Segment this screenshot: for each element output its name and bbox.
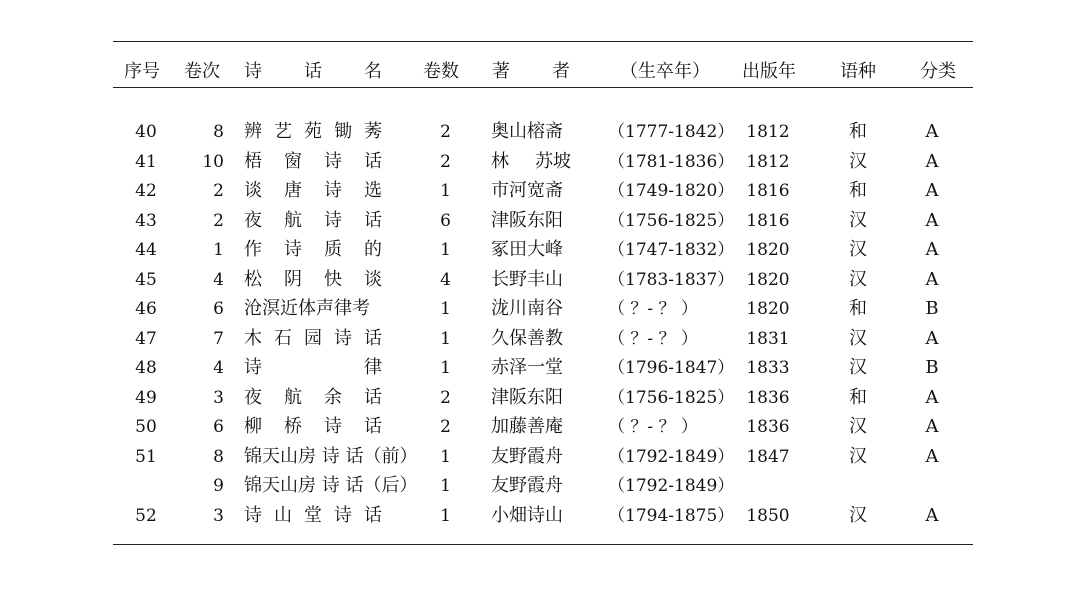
row-title — [244, 387, 382, 409]
row-no: 41 — [135, 152, 157, 172]
header-lang: 语种 — [840, 61, 876, 82]
row-no: 43 — [135, 211, 157, 231]
row-lang: 和 — [849, 121, 867, 142]
row-author-part: 泷川南谷 — [491, 298, 563, 319]
row-lang: 汉 — [849, 328, 867, 349]
row-pub: 1836 — [746, 388, 790, 408]
row-no: 48 — [135, 358, 157, 378]
row-count: 2 — [440, 388, 451, 408]
row-title-part: 航 — [284, 210, 302, 231]
row-years: （1747-1832） — [608, 240, 735, 260]
row-title-part: 诗 — [244, 505, 262, 526]
row-title-part: 堂 — [304, 505, 322, 526]
row-pub: 1847 — [746, 447, 790, 467]
row-vol: 8 — [213, 122, 224, 142]
header-title-char: 话 — [304, 61, 322, 82]
row-years: （1783-1837） — [608, 270, 735, 290]
row-no: 44 — [135, 240, 157, 260]
header-author-char: 著 — [492, 61, 510, 82]
header-title-char: 名 — [364, 61, 382, 82]
row-count: 1 — [440, 181, 451, 201]
header-author — [492, 61, 570, 83]
row-class: A — [925, 180, 939, 201]
row-vol: 7 — [213, 329, 224, 349]
row-title-part: 锦天山房 诗 话（前） — [244, 446, 418, 467]
row-class: B — [925, 357, 939, 378]
row-years: （1749-1820） — [608, 181, 735, 201]
row-title-part: 莠 — [364, 121, 382, 142]
row-years: （1756-1825） — [608, 388, 735, 408]
row-class: A — [925, 446, 939, 467]
row-class: A — [925, 151, 939, 172]
row-title-part: 诗 — [324, 210, 342, 231]
row-author — [491, 387, 571, 409]
row-vol: 4 — [213, 358, 224, 378]
row-no: 46 — [135, 299, 157, 319]
row-count: 1 — [440, 299, 451, 319]
row-title-part: 园 — [304, 328, 322, 349]
row-lang: 和 — [849, 298, 867, 319]
row-class: A — [925, 269, 939, 290]
row-title-part: 诗 — [324, 151, 342, 172]
row-title — [244, 151, 382, 173]
row-count: 1 — [440, 506, 451, 526]
row-author-part: 加藤善庵 — [491, 416, 563, 437]
row-author — [491, 328, 571, 350]
row-author — [491, 416, 571, 438]
row-count: 1 — [440, 358, 451, 378]
row-author — [491, 446, 571, 468]
row-pub: 1820 — [746, 270, 790, 290]
row-vol: 4 — [213, 270, 224, 290]
row-title-part: 谈 — [364, 269, 382, 290]
row-no: 42 — [135, 181, 157, 201]
row-years: （1777-1842） — [608, 122, 735, 142]
row-lang: 汉 — [849, 239, 867, 260]
row-author-part: 津阪东阳 — [491, 387, 563, 408]
row-no: 47 — [135, 329, 157, 349]
header-title — [244, 61, 382, 83]
row-years: （1796-1847） — [608, 358, 735, 378]
row-title — [244, 210, 382, 232]
row-title-part: 唐 — [284, 180, 302, 201]
row-vol: 6 — [213, 299, 224, 319]
row-class: A — [925, 239, 939, 260]
row-no: 45 — [135, 270, 157, 290]
row-lang: 和 — [849, 387, 867, 408]
row-lang: 汉 — [849, 446, 867, 467]
row-years: （ ？- ？ ） — [608, 329, 698, 349]
row-title-part: 山 — [274, 505, 292, 526]
row-title-part: 夜 — [244, 210, 262, 231]
row-pub: 1812 — [746, 122, 790, 142]
row-count: 1 — [440, 447, 451, 467]
header-years: （生卒年） — [620, 61, 710, 82]
row-count: 1 — [440, 329, 451, 349]
header-rule — [113, 87, 973, 88]
row-author — [491, 357, 571, 379]
row-title-part: 话 — [364, 505, 382, 526]
row-years: （1781-1836） — [608, 152, 735, 172]
row-count: 1 — [440, 240, 451, 260]
row-pub: 1836 — [746, 417, 790, 437]
row-title-part: 辨 — [244, 121, 262, 142]
row-class: A — [925, 210, 939, 231]
row-title — [244, 121, 382, 143]
top-rule — [113, 41, 973, 42]
row-years: （ ？- ？ ） — [608, 299, 698, 319]
row-title-part: 松 — [244, 269, 262, 290]
row-pub: 1812 — [746, 152, 790, 172]
row-pub: 1820 — [746, 299, 790, 319]
row-vol: 6 — [213, 417, 224, 437]
row-title — [244, 298, 439, 320]
row-author — [491, 505, 571, 527]
row-title-part: 诗 — [324, 416, 342, 437]
row-pub: 1820 — [746, 240, 790, 260]
row-count: 2 — [440, 417, 451, 437]
row-class: A — [925, 505, 939, 526]
row-title-part: 话 — [364, 387, 382, 408]
row-title-part: 锄 — [334, 121, 352, 142]
row-title-part: 选 — [364, 180, 382, 201]
row-class: B — [925, 298, 939, 319]
row-title-part: 律 — [364, 357, 382, 378]
row-title — [244, 357, 382, 379]
row-title-part: 快 — [324, 269, 342, 290]
row-lang: 汉 — [849, 269, 867, 290]
row-author-part: 赤泽一堂 — [491, 357, 563, 378]
row-vol: 10 — [202, 152, 224, 172]
row-title — [244, 475, 439, 497]
row-vol: 2 — [213, 181, 224, 201]
row-class: A — [925, 416, 939, 437]
row-title — [244, 239, 382, 261]
row-title-part: 话 — [364, 416, 382, 437]
row-author-part: 小畑诗山 — [491, 505, 563, 526]
row-title-part: 航 — [284, 387, 302, 408]
row-author-part: 友野霞舟 — [491, 475, 563, 496]
row-author — [491, 180, 571, 202]
row-years: （ ？- ？ ） — [608, 417, 698, 437]
row-author — [491, 151, 571, 173]
row-vol: 8 — [213, 447, 224, 467]
row-lang: 和 — [849, 180, 867, 201]
row-no: 52 — [135, 506, 157, 526]
row-title-part: 柳 — [244, 416, 262, 437]
row-title — [244, 180, 382, 202]
row-title-part: 苑 — [304, 121, 322, 142]
row-title-part: 锦天山房 诗 话（后） — [244, 475, 418, 496]
header-class: 分类 — [920, 61, 956, 82]
row-vol: 9 — [213, 476, 224, 496]
row-title-part: 谈 — [244, 180, 262, 201]
row-pub: 1850 — [746, 506, 790, 526]
row-count: 4 — [440, 270, 451, 290]
row-author — [491, 298, 571, 320]
row-author — [491, 121, 571, 143]
row-no: 50 — [135, 417, 157, 437]
row-title-part: 话 — [364, 151, 382, 172]
row-author — [491, 210, 571, 232]
row-lang: 汉 — [849, 357, 867, 378]
row-title — [244, 416, 382, 438]
row-no: 49 — [135, 388, 157, 408]
row-count: 2 — [440, 152, 451, 172]
row-author-part: 苏坡 — [535, 151, 571, 172]
row-lang: 汉 — [849, 416, 867, 437]
row-lang: 汉 — [849, 210, 867, 231]
header-no: 序号 — [124, 61, 160, 82]
row-years: （1756-1825） — [608, 211, 735, 231]
bottom-rule — [113, 544, 973, 545]
row-title-part: 桥 — [284, 416, 302, 437]
row-vol: 2 — [213, 211, 224, 231]
row-author-part: 奥山榕斋 — [491, 121, 563, 142]
row-years: （1792-1849） — [608, 447, 735, 467]
row-author-part: 林 — [491, 151, 509, 172]
row-no: 40 — [135, 122, 157, 142]
row-lang: 汉 — [849, 151, 867, 172]
row-author-part: 津阪东阳 — [491, 210, 563, 231]
row-title-part: 作 — [244, 239, 262, 260]
row-pub: 1816 — [746, 181, 790, 201]
row-title — [244, 269, 382, 291]
row-author-part: 长野丰山 — [491, 269, 563, 290]
row-title — [244, 328, 382, 350]
row-class: A — [925, 328, 939, 349]
header-title-char: 诗 — [244, 61, 262, 82]
row-no: 51 — [135, 447, 157, 467]
row-pub: 1833 — [746, 358, 790, 378]
row-vol: 3 — [213, 506, 224, 526]
row-title-part: 诗 — [334, 328, 352, 349]
row-title-part: 艺 — [274, 121, 292, 142]
row-title-part: 诗 — [334, 505, 352, 526]
row-author-part: 友野霞舟 — [491, 446, 563, 467]
row-count: 2 — [440, 122, 451, 142]
row-pub: 1816 — [746, 211, 790, 231]
row-years: （1794-1875） — [608, 506, 735, 526]
header-vol: 卷次 — [184, 61, 220, 82]
row-title-part: 沧溟近体声律考 — [244, 298, 370, 319]
row-title-part: 的 — [364, 239, 382, 260]
row-pub: 1831 — [746, 329, 790, 349]
row-title — [244, 446, 439, 468]
row-vol: 3 — [213, 388, 224, 408]
row-lang: 汉 — [849, 505, 867, 526]
row-author — [491, 269, 571, 291]
row-title-part: 梧 — [244, 151, 262, 172]
row-title-part: 诗 — [324, 180, 342, 201]
row-count: 6 — [440, 211, 451, 231]
row-title-part: 石 — [274, 328, 292, 349]
header-pub: 出版年 — [742, 61, 796, 82]
row-title-part: 诗 — [244, 357, 262, 378]
row-title-part: 木 — [244, 328, 262, 349]
row-count: 1 — [440, 476, 451, 496]
row-title-part: 质 — [324, 239, 342, 260]
row-title-part: 诗 — [284, 239, 302, 260]
row-title-part: 窗 — [284, 151, 302, 172]
row-class: A — [925, 121, 939, 142]
row-author-part: 冢田大峰 — [491, 239, 563, 260]
row-author — [491, 239, 571, 261]
row-author-part: 市河宽斋 — [491, 180, 563, 201]
header-author-char: 者 — [552, 61, 570, 82]
row-title-part: 话 — [364, 210, 382, 231]
row-title-part: 余 — [324, 387, 342, 408]
header-count: 卷数 — [423, 61, 459, 82]
row-title — [244, 505, 382, 527]
row-author — [491, 475, 571, 497]
row-author-part: 久保善教 — [491, 328, 563, 349]
row-class: A — [925, 387, 939, 408]
row-vol: 1 — [213, 240, 224, 260]
row-years: （1792-1849） — [608, 476, 735, 496]
row-title-part: 话 — [364, 328, 382, 349]
row-title-part: 夜 — [244, 387, 262, 408]
row-title-part: 阴 — [284, 269, 302, 290]
